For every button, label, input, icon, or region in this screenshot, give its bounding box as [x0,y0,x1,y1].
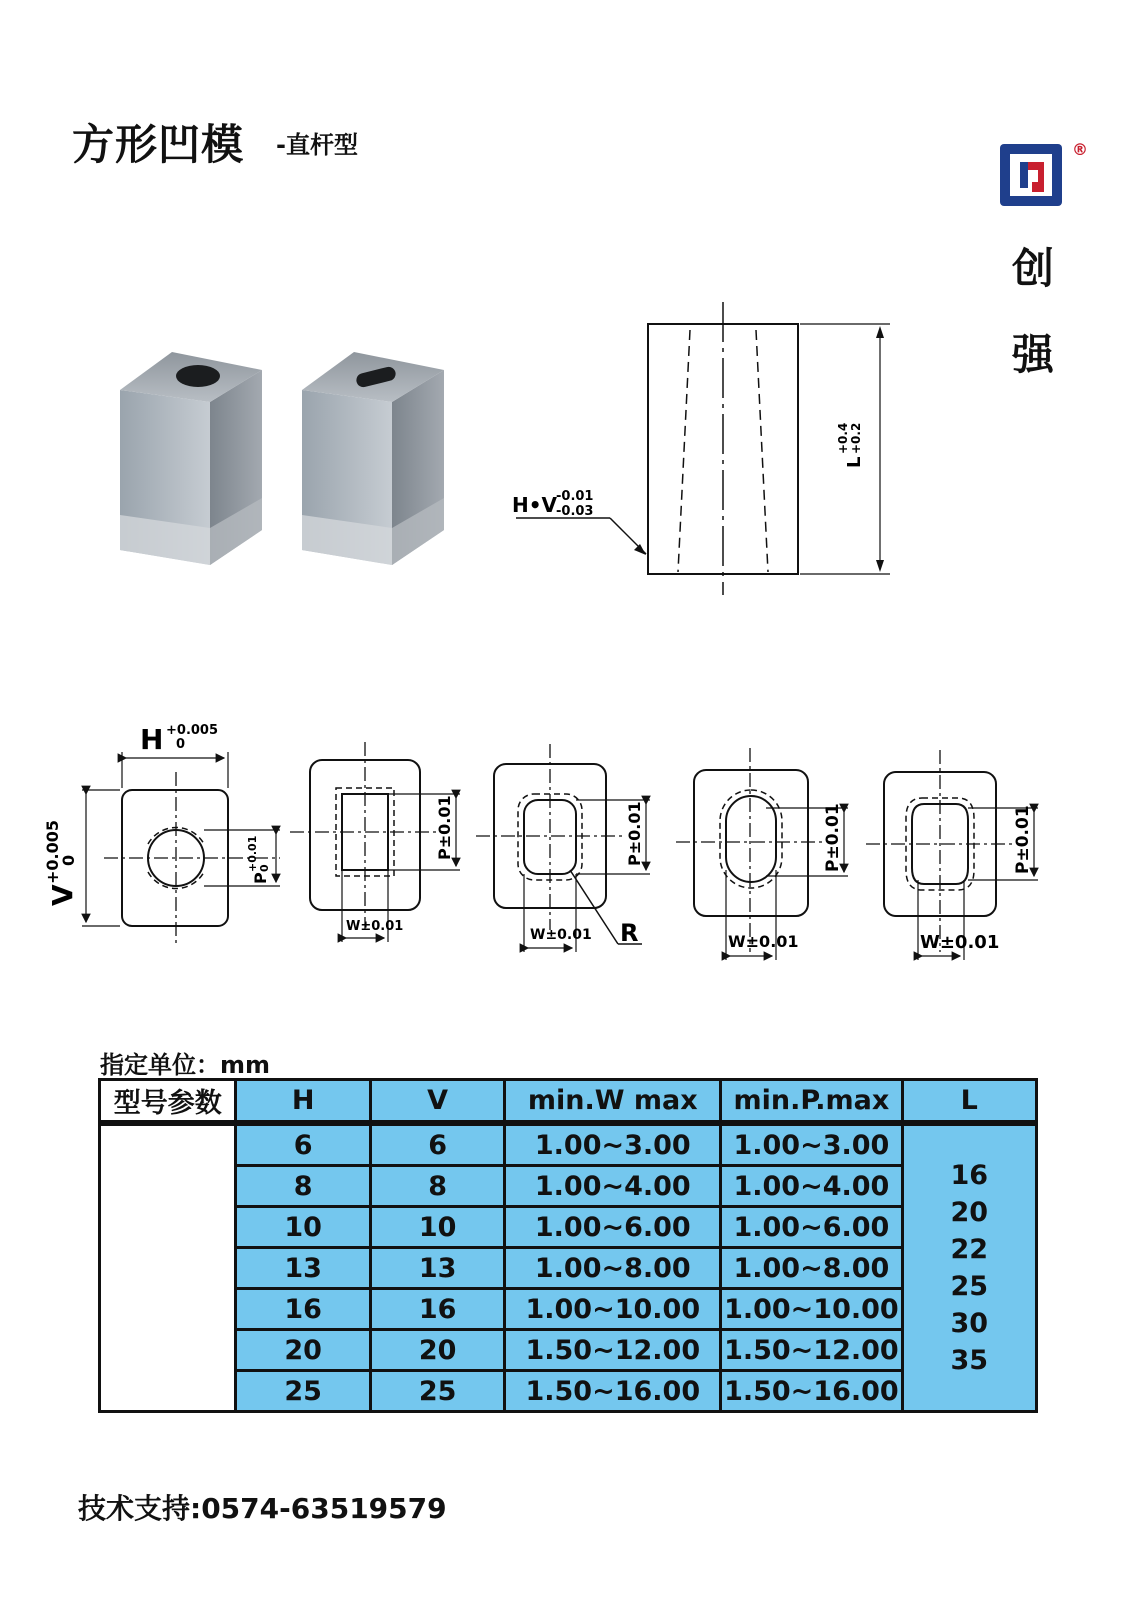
cell-v: 8 [370,1166,504,1207]
v-tol-upper: +0.005 [43,819,62,884]
spec-table [98,1078,1038,1413]
p-round-label: P [251,872,270,884]
w-label-rounded: W±0.01 [530,927,592,943]
model-cell [100,1123,236,1412]
header-v: V [370,1080,504,1124]
cell-h: 8 [236,1166,370,1207]
p-label-obround: P±0.01 [823,803,843,872]
registered-mark: ® [1072,140,1088,159]
w-label-obround: W±0.01 [728,932,799,951]
cell-h: 20 [236,1330,370,1371]
tech-support-line: 技术支持:0574-63519579 [78,1492,447,1525]
table-header-row [100,1080,1037,1124]
h-tol-lower: 0 [176,737,186,752]
slot-hole-block [302,352,444,565]
cell-w: 1.00~8.00 [505,1248,721,1289]
p-round-tol-lower: 0 [258,864,271,872]
obround-hole-view [676,748,848,960]
h-tol-upper: +0.005 [166,723,219,738]
table-row [100,1207,1037,1248]
p-label-square: P±0.01 [435,795,454,860]
cell-v: 13 [370,1248,504,1289]
l-value: 16 [950,1160,989,1191]
header-h: H [236,1080,370,1124]
product-photo [110,340,470,580]
cell-h: 25 [236,1371,370,1412]
cell-h: 13 [236,1248,370,1289]
brand-logo-icon [1000,142,1064,208]
cell-h: 10 [236,1207,370,1248]
l-value: 20 [950,1197,989,1228]
table-row [100,1330,1037,1371]
cell-v: 20 [370,1330,504,1371]
cell-p: 1.00~10.00 [721,1289,902,1330]
r-label: R [620,919,639,947]
table-row [100,1166,1037,1207]
cell-p: 1.00~3.00 [721,1123,902,1166]
p-round-tol-upper: +0.01 [246,835,259,872]
header-l: L [902,1080,1036,1124]
l-value: 35 [950,1345,989,1376]
cell-w: 1.00~10.00 [505,1289,721,1330]
rounded-rect-hole-view [476,744,650,952]
square-hole-view [290,742,460,942]
brand-char-2: 强 [1012,330,1055,379]
side-view-drawing [500,290,920,610]
header-p: min.P.max [721,1080,902,1124]
page-title: 方形凹模 [72,120,245,169]
l-value: 22 [950,1234,989,1265]
cell-v: 10 [370,1207,504,1248]
brand-char-1: 创 [1012,244,1055,293]
l-value: 25 [950,1271,989,1302]
cell-v: 6 [370,1123,504,1166]
hv-label: H•V [512,493,557,517]
cell-p: 1.00~4.00 [721,1166,902,1207]
cell-v: 25 [370,1371,504,1412]
table-row [100,1289,1037,1330]
header-w: min.W max [505,1080,721,1124]
cell-w: 1.00~3.00 [505,1123,721,1166]
cell-w: 1.50~12.00 [505,1330,721,1371]
v-label: V [46,884,79,906]
p-label-dshape: P±0.01 [1013,805,1033,874]
round-hole-block [120,352,262,565]
unit-label: 指定单位：mm [100,1051,271,1079]
p-label-rounded: P±0.01 [625,801,644,866]
cell-w: 1.00~6.00 [505,1207,721,1248]
table-row [100,1123,1037,1166]
page-subtitle: -直杆型 [276,131,358,159]
w-label-dshape: W±0.01 [920,932,1000,953]
hv-tol-lower: -0.03 [556,504,594,519]
l-label: L [844,456,865,468]
table-row [100,1248,1037,1289]
cell-h: 16 [236,1289,370,1330]
h-label: H [140,723,164,756]
cell-p: 1.50~12.00 [721,1330,902,1371]
v-tol-lower: 0 [59,854,78,866]
hv-tol-upper: -0.01 [556,489,594,504]
header-model: 型号参数 [100,1080,236,1124]
cell-p: 1.00~6.00 [721,1207,902,1248]
cell-h: 6 [236,1123,370,1166]
l-tol-upper: +0.4 [836,422,850,454]
cell-p: 1.00~8.00 [721,1248,902,1289]
table-row [100,1371,1037,1412]
cell-p: 1.50~16.00 [721,1371,902,1412]
l-value: 30 [950,1308,989,1339]
l-tol-lower: +0.2 [849,422,863,454]
cell-w: 1.00~4.00 [505,1166,721,1207]
top-views-drawing [40,720,1090,990]
w-label-square: W±0.01 [346,919,404,934]
round-hole-view [43,723,280,945]
cell-l-values [902,1123,1036,1412]
cell-v: 16 [370,1289,504,1330]
cell-w: 1.50~16.00 [505,1371,721,1412]
d-shape-hole-view [866,750,1038,960]
